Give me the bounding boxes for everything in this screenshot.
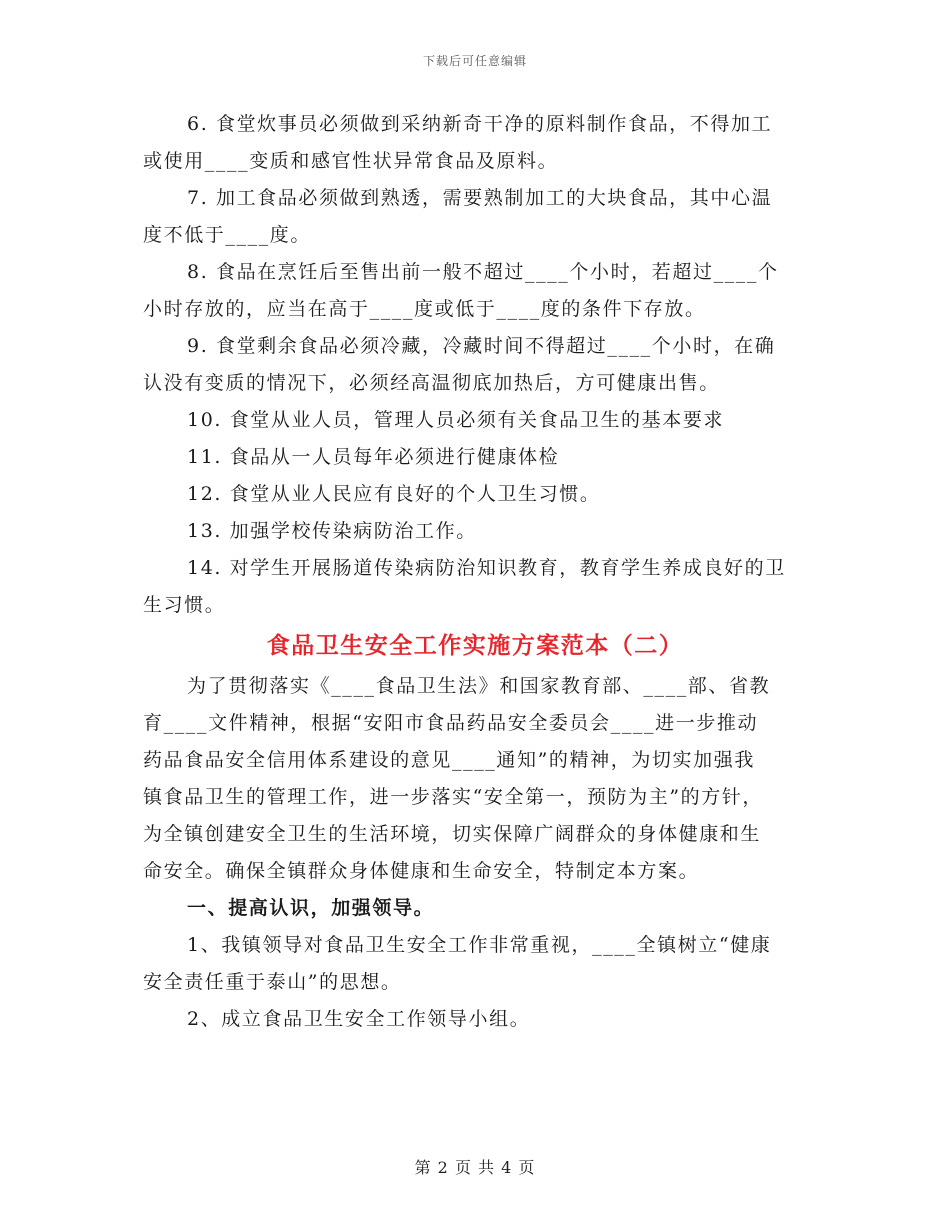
list-item-6-line-2: 或使用____变质和感官性状异常食品及原料。	[143, 150, 559, 172]
list-item-6-line-1: 6. 食堂炊事员必须做到采纳新奇干净的原料制作食品，不得加工	[187, 113, 773, 135]
list-item-8-line-1: 8. 食品在烹饪后至售出前一般不超过____个小时，若超过____个	[187, 261, 779, 283]
intro-paragraph-line-5: 为全镇创建安全卫生的生活环境，切实保障广阔群众的身体健康和生	[143, 823, 762, 845]
document-body	[143, 106, 808, 1038]
page-header: 下载后可任意编辑	[422, 54, 527, 68]
list-item-8-line-2: 小时存放的，应当在高于____度或低于____度的条件下存放。	[143, 298, 706, 320]
item-1-line-2: 安全责任重于泰山”的思想。	[143, 971, 402, 993]
list-item-9-line-2: 认没有变质的情况下，必须经高温彻底加热后，方可健康出售。	[143, 372, 720, 394]
intro-paragraph-line-3: 药品食品安全信用体系建设的意见____通知”的精神，为切实加强我	[143, 749, 755, 771]
list-item-7-line-2: 度不低于____度。	[143, 224, 312, 246]
page-footer: 第 2 页 共 4 页	[414, 1158, 536, 1177]
list-item-14-line-2: 生习惯。	[143, 594, 226, 616]
section-title: 食品卫生安全工作实施方案范本（二）	[266, 632, 684, 659]
intro-paragraph-line-4: 镇食品卫生的管理工作，进一步落实“安全第一，预防为主”的方针，	[143, 786, 764, 808]
intro-paragraph-line-6: 命安全。确保全镇群众身体健康和生命安全，特制定本方案。	[143, 860, 700, 882]
list-item-9-line-1: 9. 食堂剩余食品必须冷藏，冷藏时间不得超过____个小时，在确	[187, 335, 776, 357]
item-1-line-1: 1、我镇领导对食品卫生安全工作非常重视，____全镇树立“健康	[187, 934, 772, 956]
list-item-14-line-1: 14. 对学生开展肠道传染病防治知识教育，教育学生养成良好的卫	[187, 557, 786, 579]
heading-raise-awareness: 一、提高认识，加强领导。	[187, 897, 435, 919]
intro-paragraph-line-1: 为了贯彻落实《____食品卫生法》和国家教育部、____部、省教	[187, 675, 771, 697]
list-item-10: 10. 食堂从业人员，管理人员必须有关食品卫生的基本要求	[187, 409, 725, 431]
intro-paragraph-line-2: 育____文件精神，根据“安阳市食品药品安全委员会____进一步推动	[143, 712, 759, 734]
list-item-11: 11. 食品从一人员每年必须进行健康体检	[187, 446, 560, 468]
list-item-7-line-1: 7. 加工食品必须做到熟透，需要熟制加工的大块食品，其中心温	[187, 187, 773, 209]
list-item-12: 12. 食堂从业人民应有良好的个人卫生习惯。	[187, 483, 601, 505]
item-2: 2、成立食品卫生安全工作领导小组。	[187, 1008, 531, 1030]
list-item-13: 13. 加强学校传染病防治工作。	[187, 520, 477, 542]
